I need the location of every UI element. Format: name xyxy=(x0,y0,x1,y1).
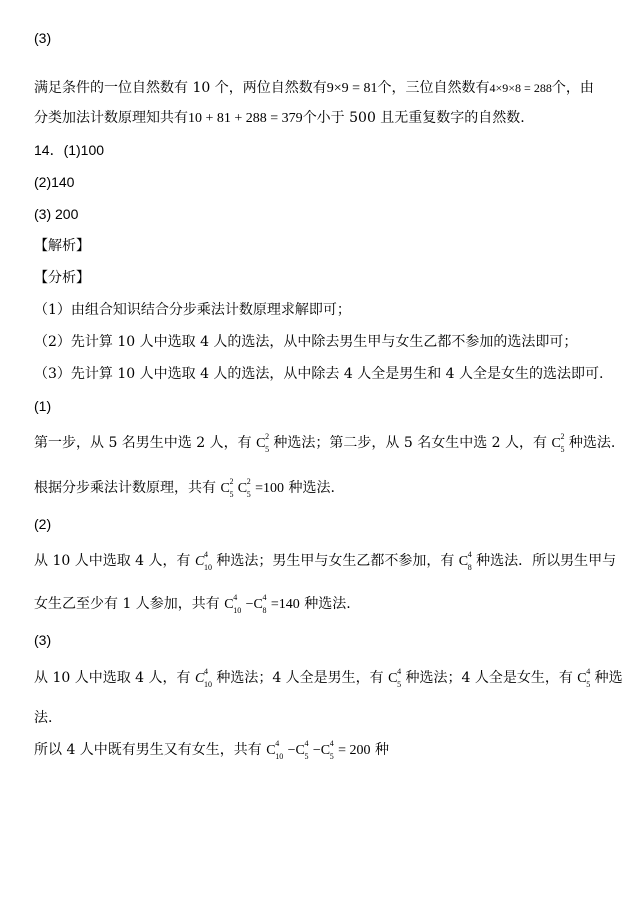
combination-c-5-2 xyxy=(238,479,255,499)
c-symbol: C xyxy=(577,671,587,686)
sub: 5 xyxy=(397,680,402,689)
combination-c-5-2 xyxy=(256,434,273,454)
text: 所以 4 人中既有男生又有女生，共有 xyxy=(34,742,262,758)
sub: 5 xyxy=(304,752,309,761)
sub: 5 xyxy=(560,445,565,454)
solution2-heading: (2) xyxy=(34,516,52,532)
c-symbol: C xyxy=(295,743,305,758)
math-expression: =140 xyxy=(270,597,300,612)
combination-c-5-2 xyxy=(552,434,569,454)
q14-answer1: 14．(1)100 xyxy=(34,142,105,158)
text: 从 10 人中选取 4 人，有 xyxy=(34,670,191,686)
minus-sign: − xyxy=(287,743,296,758)
c-symbol: C xyxy=(388,671,398,686)
sup: 4 xyxy=(262,593,267,602)
q14-answer3: (3) 200 xyxy=(34,206,79,222)
sub: 5 xyxy=(329,752,334,761)
text: 种选 xyxy=(594,670,623,686)
sub: 5 xyxy=(265,445,270,454)
part3-heading: (3) xyxy=(34,30,52,46)
sup: 4 xyxy=(397,667,402,676)
solution3-heading: (3) xyxy=(34,632,52,648)
sub: 8 xyxy=(262,606,267,615)
fenxi-heading: 【分析】 xyxy=(34,270,90,286)
c-symbol: C xyxy=(194,671,205,686)
sup: 4 xyxy=(233,593,238,602)
analysis-1: （1）由组合知识结合分步乘法计数原理求解即可； xyxy=(34,302,351,318)
sup: 4 xyxy=(203,667,208,676)
solution2-line2 xyxy=(34,594,351,615)
solution1-line1 xyxy=(34,433,615,454)
math-expression: 10 + 81 + 288 = 379 xyxy=(188,111,303,126)
sup: 4 xyxy=(467,550,472,559)
analysis-2: （2）先计算 10 人中选取 4 人的选法，从中除去男生甲与女生乙都不参加的选法即可； xyxy=(34,334,578,350)
sup: 2 xyxy=(246,477,251,486)
math-expression: =100 xyxy=(255,481,285,496)
sub: 10 xyxy=(203,680,212,689)
minus-sign: − xyxy=(312,743,321,758)
math-expression: = 200 xyxy=(338,743,371,758)
sub: 5 xyxy=(229,490,234,499)
sup: 4 xyxy=(203,550,208,559)
combination-c-8-4 xyxy=(254,595,271,615)
sup: 2 xyxy=(265,432,270,441)
solution3-line1 xyxy=(34,668,623,689)
sup: 2 xyxy=(229,477,234,486)
sup: 4 xyxy=(275,739,280,748)
solution3-line2: 法. xyxy=(34,710,53,726)
sup: 4 xyxy=(304,739,309,748)
text: 根据分步乘法计数原理，共有 xyxy=(34,480,216,496)
part3-line1 xyxy=(34,78,594,99)
combination-c-5-4 xyxy=(296,741,313,761)
c-symbol: C xyxy=(253,597,263,612)
text: 种选法；男生甲与女生乙都不参加，有 xyxy=(216,553,455,569)
combination-c-10-4 xyxy=(195,669,216,689)
combination-c-5-4 xyxy=(577,669,594,689)
combination-c-5-4 xyxy=(388,669,405,689)
sup: 4 xyxy=(586,667,591,676)
minus-sign: − xyxy=(245,597,254,612)
c-symbol: C xyxy=(458,554,469,569)
solution2-line1 xyxy=(34,551,616,572)
text: 第一步，从 5 名男生中选 2 人，有 xyxy=(34,435,252,451)
combination-c-10-4 xyxy=(266,741,287,761)
text: 女生乙至少有 1 人参加，共有 xyxy=(34,596,220,612)
c-symbol: C xyxy=(220,481,230,496)
solution3-line3 xyxy=(34,740,389,761)
solution1-line2 xyxy=(34,478,335,499)
part3-line2 xyxy=(34,108,525,129)
sup: 2 xyxy=(560,432,565,441)
solution1-heading: (1) xyxy=(34,398,52,414)
sub: 10 xyxy=(233,606,242,615)
sup: 4 xyxy=(329,739,334,748)
text: 个，由 xyxy=(551,80,594,96)
text: 个，三位自然数有 xyxy=(377,80,490,96)
sub: 8 xyxy=(467,563,472,572)
analysis-3: （3）先计算 10 人中选取 4 人的选法，从中除去 4 人全是男生和 4 人全是女生的选法即可. xyxy=(34,366,604,382)
text: 种选法；4 人全是女生，有 xyxy=(405,670,573,686)
text: 分类加法计数原理知共有 xyxy=(34,110,188,126)
text: 满足条件的一位自然数有 10 个，两位自然数有 xyxy=(34,80,327,96)
c-symbol: C xyxy=(266,743,276,758)
c-symbol: C xyxy=(224,597,234,612)
text: 种选法. xyxy=(568,435,616,451)
c-symbol: C xyxy=(320,743,331,758)
jiexi-heading: 【解析】 xyxy=(34,238,90,254)
c-symbol: C xyxy=(237,481,248,496)
math-expression: 9×9 = 81 xyxy=(326,81,378,96)
c-symbol: C xyxy=(551,436,561,451)
sub: 10 xyxy=(203,563,212,572)
sub: 5 xyxy=(246,490,251,499)
combination-c-5-2 xyxy=(220,479,237,499)
text: 从 10 人中选取 4 人，有 xyxy=(34,553,191,569)
text: 种选法. xyxy=(304,596,351,612)
q14-answer2: (2)140 xyxy=(34,174,75,190)
math-expression: 4×9×8 = 288 xyxy=(489,81,552,95)
sub: 10 xyxy=(275,752,284,761)
c-symbol: C xyxy=(256,436,266,451)
text: 种选法；第二步，从 5 名女生中选 2 人，有 xyxy=(273,435,548,451)
text: 种选法. xyxy=(288,480,335,496)
combination-c-5-4 xyxy=(321,741,338,761)
text: 种 xyxy=(374,742,389,758)
combination-c-8-4 xyxy=(459,552,476,572)
combination-c-10-4 xyxy=(195,552,216,572)
sub: 5 xyxy=(586,680,591,689)
c-symbol: C xyxy=(194,554,205,569)
text: 种选法；4 人全是男生，有 xyxy=(216,670,384,686)
text: 个小于 500 且无重复数字的自然数. xyxy=(302,110,525,126)
text: 种选法．所以男生甲与 xyxy=(476,553,617,569)
combination-c-10-4 xyxy=(224,595,245,615)
